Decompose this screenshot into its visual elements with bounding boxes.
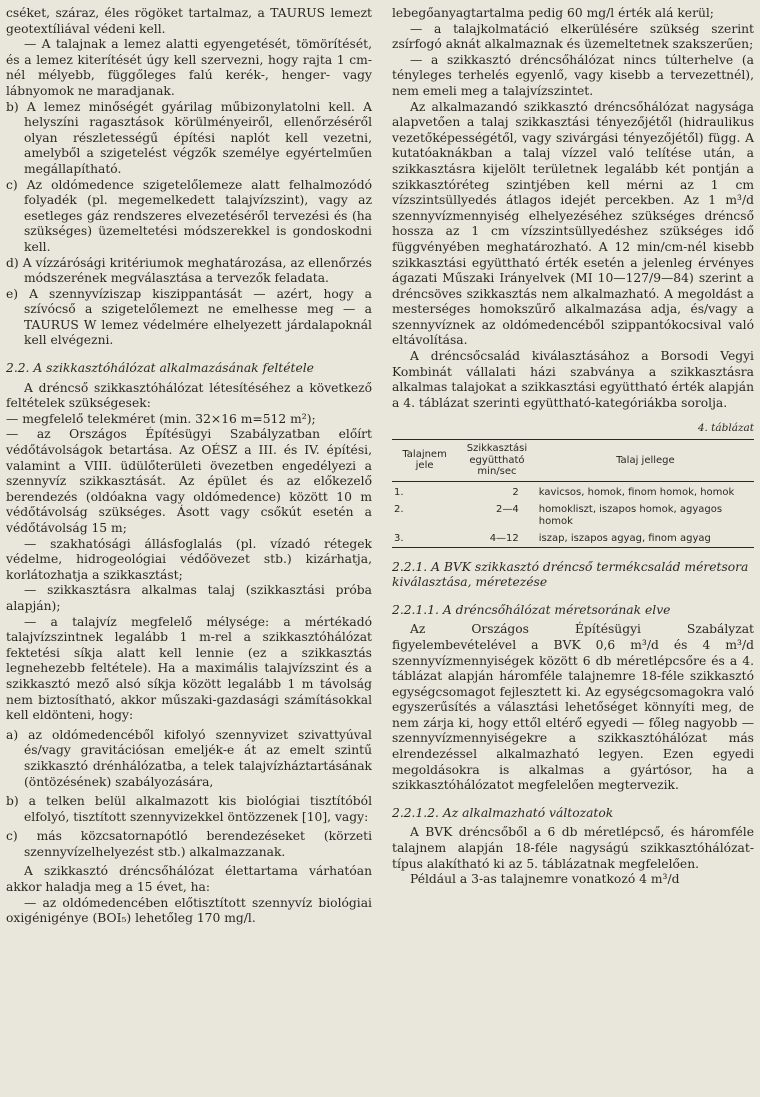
table-cell: iszap, iszapos agyag, finom agyag: [537, 528, 754, 547]
paragraph: — megfelelő telekméret (min. 32×16 m=512 m²);: [6, 411, 316, 426]
paragraph: c) Az oldómedence szigetelőlemeze alatt felhalmozódó folyadék (pl. megemelkedett talajvízszint), vagy az esetleges gáz rendszeres elvezetéséről tervezési és (ha szükséges) üzemeltetési módszerekkel is gondoskodni kell.: [6, 177, 372, 254]
right-column-top: [392, 6, 754, 411]
table-cell: kavicsos, homok, finom homok, homok: [538, 486, 735, 498]
paragraph: — szakhatósági állásfoglalás (pl. vízadó rétegek védelme, hidrogeológiai védőövezet stb.) kizárhatja, korlátozhatja a szikkasztást;: [6, 536, 372, 582]
paragraph: e) A szennyvíziszap kiszippantását — azért, hogy a szívócső a szigetelőlemezt ne emelhesse meg — a TAURUS W lemez védelmére elhelyezett járdalapoknál kell elvégezni.: [6, 286, 372, 348]
paragraph: b) A lemez minőségét gyárilag műbizonylatolni kell. A helyszíni ragasztások körülményeiről, ellenőrzéséről olyan részletességű építési naplót kell vezetni, amelyből a szigetelést végzők személye egyértelműen megállapítható.: [6, 99, 372, 176]
table-cell: 2—4: [496, 504, 519, 516]
paragraph: — a szikkasztó dréncsőhálózat nincs túlterhelve (a tényleges terhelés egyenlő, vagy kisebb a tervezettnél), nem emeli meg a talajvízszintet.: [392, 52, 754, 98]
paragraph: b) a telken belül alkalmazott kis biológiai tisztítóból elfolyó, tisztított szennyvizekkel öntözzenek [10], vagy:: [6, 794, 372, 824]
section-heading: 2.2.1. A BVK szikkasztó dréncső termékcsalád méretsora kiválasztása, méretezése: [392, 559, 749, 590]
table-cell: 1.: [394, 486, 404, 498]
paragraph: A BVK dréncsőből a 6 db méretlépcső, és háromféle talajnem alapján 18-féle nagyságú szikkasztóhálózat-típus alakítható ki az 5. táblázatnak megfelelően.: [392, 825, 754, 871]
left-column: [6, 6, 372, 927]
paragraph: a) az oldómedencéből kifolyó szennyvizet szivattyúval és/vagy gravitációsan emeljék-e át az emelt szintű szikkasztó drénhálózatba, a telek talajvízháztartásának (öntözésének) szabályozására,: [6, 727, 372, 789]
right-column: [392, 6, 754, 888]
table-row: [392, 499, 754, 528]
paragraph: lebegőanyagtartalma pedig 60 mg/l érték alá kerül;: [392, 6, 714, 20]
section-heading: 2.2.1.1. A dréncsőhálózat méretsorának elve: [392, 602, 671, 617]
paragraph: cséket, száraz, éles rögöket tartalmaz, a TAURUS lemezt geotextíliával védeni kell.: [6, 6, 372, 36]
section-heading: 2.2.1.2. Az alkalmazható változatok: [392, 805, 614, 820]
table-row: [392, 528, 754, 547]
paragraph: A szikkasztó dréncsőhálózat élettartama várhatóan akkor haladja meg a 15 évet, ha:: [6, 864, 372, 895]
paragraph: Az Országos Építésügyi Szabályzat figyelembevételével a BVK 0,6 m³/d és 4 m³/d szennyvízmennyiségek között 6 db méretlépcsőre és a 4. táblázat alapján háromféle talajnemre 18-féle szikkasztó egységcsomagot fejlesztett ki. Az egységcsomagokra való egyszerűsítés a választási lehetőséget könnyíti meg, de nem zárja ki, hogy ettől eltérő egyedi — főleg nagyobb — szennyvízmennyiségekre a szikkasztóhálózat más elrendezéssel alkalmazható legyen. Ezen egyedi megoldásokra is alkalmas a gyártósor, ha a szikkasztóhálózatot megfelelően megtervezik.: [392, 622, 754, 793]
paragraph: Az alkalmazandó szikkasztó dréncsőhálózat nagysága alapvetően a talaj szikkasztási tényezőjétől (hidraulikus vezetőképességétől, vagy szivárgási tényezőjétől) függ. A kutatóaknákban a talaj vízzel való telítése után, a szikkasztásra kijelölt területnek legalább két pontján a szikkasztóréteg szintjében kell mérni az 1 cm vízszintsüllyedés átlagos idejét percekben. Az 1 m³/d szennyvízmennyiség elhelyezéséhez szükséges dréncső hossza az 1 cm vízszintsüllyedéshez szükséges idő függvényében meghatározható. A 12 min/cm-nél kisebb szikkasztási együttható érték esetén a jelenleg érvényes ágazati Műszaki Irányelvek (MI 10—127/9—84) szerint a dréncsöves szikkasztás nem alkalmazható. A megoldást a mesterséges homokszűrő alkalmazása adja, és/vagy a szennyvíznek az oldómedencéből szippantókocsival való eltávolítása.: [392, 99, 754, 348]
paragraph: A dréncsőcsalád kiválasztásához a Borsodi Vegyi Kombinát vállalati házi szabványa a szikkasztásra alkalmas talajokat a szikkasztási együttható érték alapján a 4. táblázat szerinti együttható-kategóriákba sorolja.: [392, 349, 754, 410]
paragraph: — a talajvíz megfelelő mélysége: a mértékadó talajvízszintnek legalább 1 m-rel a szikkasztóhálózat fektetési síkja alatt kell lennie (ez a szikkasztás legnehezebb feltétele). Ha a maximális talajvízszint és a szikkasztó mező alsó síkja között legalább 1 m távolság nem biztosítható, akkor műszaki-gazdasági számításokkal kell eldönteni, hogy:: [6, 614, 372, 723]
table-header-cell: Talajnem jele: [392, 440, 457, 482]
paragraph: Például a 3-as talajnemre vonatkozó 4 m³/d: [410, 872, 680, 887]
table-cell: 2.: [394, 504, 404, 516]
paragraph: d) A vízzárósági kritériumok meghatározása, az ellenőrzés módszerének megválasztása a tervezők feladata.: [6, 255, 372, 286]
table-cell: 2: [512, 486, 519, 498]
soil-table: [392, 439, 754, 548]
table-header-cell: Talaj jellege: [537, 440, 754, 482]
paragraph: — a talajkolmatáció elkerülésére szükség szerint zsírfogó aknát alkalmaznak és üzemeltetnek szakszerűen;: [392, 21, 754, 52]
table-header-row: [392, 440, 754, 482]
paragraph: — az oldómedencében előtisztított szennyvíz biológiai oxigénigénye (BOI₅) lehetőleg 170 mg/l.: [6, 895, 372, 926]
table-cell: 4—12: [457, 528, 537, 547]
paragraph: — az Országos Építésügyi Szabályzatban előírt védőtávolságok betartása. Az OÉSZ a III. és IV. építési, valamint a VIII. üdülőterületi övezetben engedélyezi a szennyvíz szikkasztását. Az épület és az előkezelő berendezés (oldóakna vagy oldómedence) között 10 m védőtávolság szükséges. Ásott vagy csőkút esetén a védőtávolság 15 m;: [6, 427, 372, 535]
table-caption: 4. táblázat: [697, 422, 754, 435]
paragraph: — szikkasztásra alkalmas talaj (szikkasztási próba alapján);: [6, 583, 372, 613]
paragraph: c) más közcsatornapótló berendezéseket (körzeti szennyvízelhelyezést stb.) alkalmazzanak.: [6, 829, 372, 859]
section-heading: 2.2. A szikkasztóhálózat alkalmazásának feltétele: [6, 361, 314, 376]
table-cell: homokliszt, iszapos homok, agyagos homok: [538, 504, 723, 527]
paragraph: — A talajnak a lemez alatti egyengetését, tömörítését, és a lemez kiterítését úgy kell szervezni, hogy rajta 1 cm-nél mélyebb, függőleges falú kerék-, henger- vagy lábnyomok ne maradjanak.: [6, 37, 372, 98]
right-column-bottom: [392, 560, 754, 888]
table-cell: 3.: [392, 528, 457, 547]
table-row: [392, 481, 754, 499]
paragraph: A dréncső szikkasztóhálózat létesítéséhez a következő feltételek szükségesek:: [6, 380, 372, 411]
table-header-cell: Szikkasztási együttható min/sec: [457, 440, 537, 482]
